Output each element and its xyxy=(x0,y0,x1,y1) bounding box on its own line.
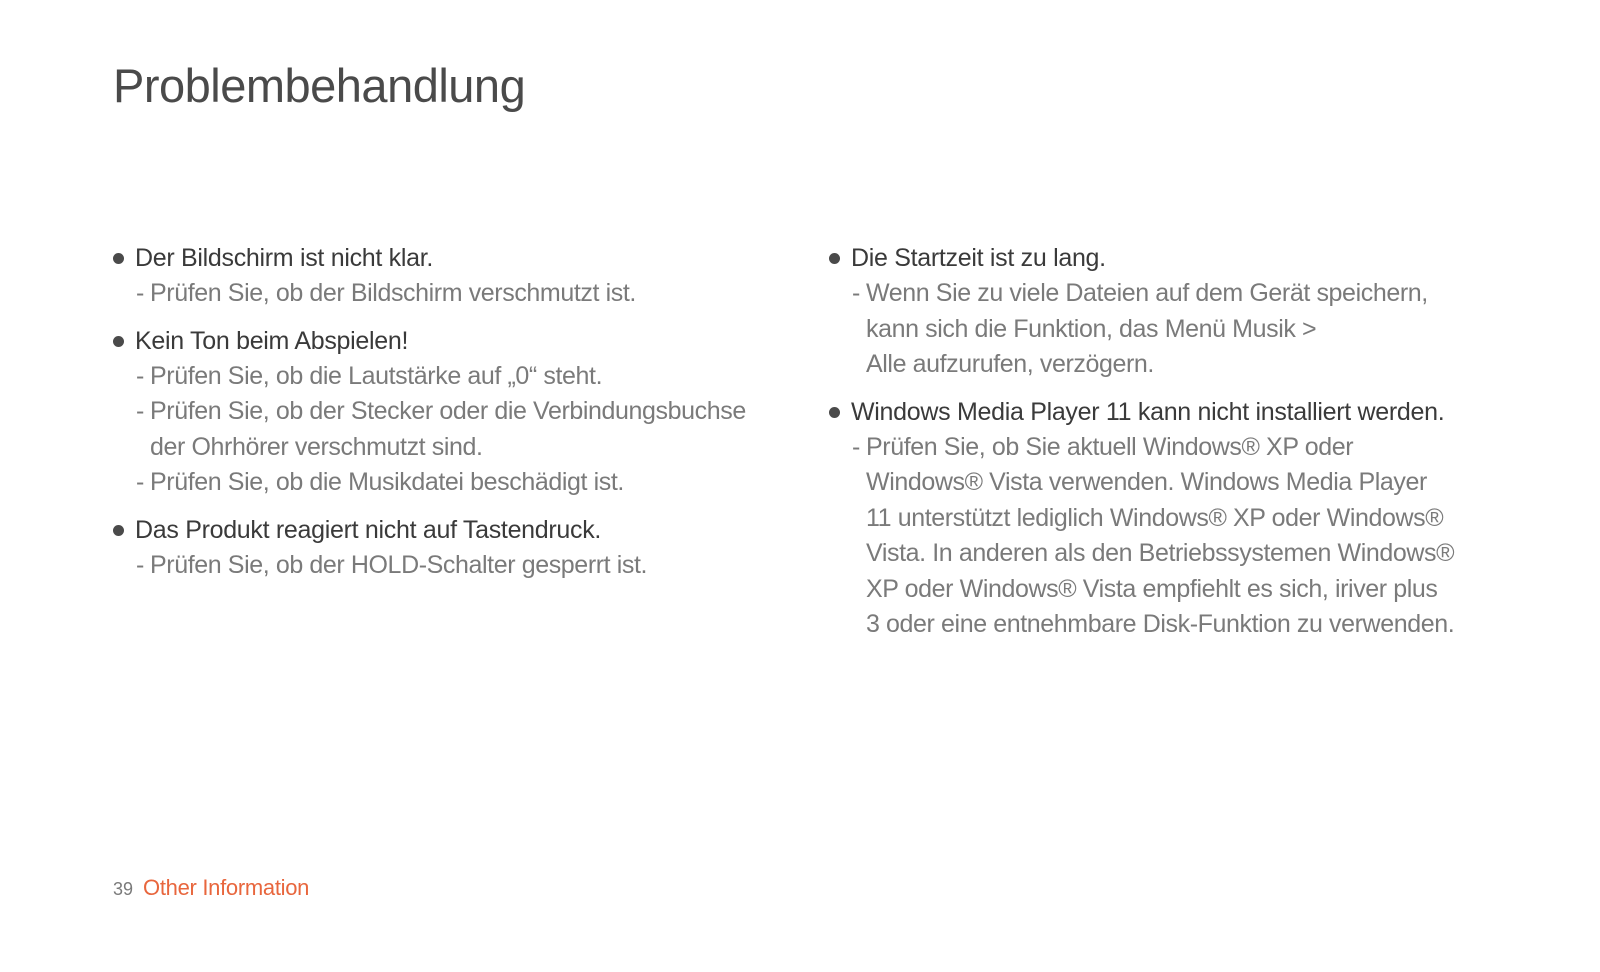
faq-question: Kein Ton beim Abspielen! xyxy=(112,323,792,359)
faq-item xyxy=(828,394,1528,643)
faq-question: Der Bildschirm ist nicht klar. xyxy=(112,240,792,276)
faq-item xyxy=(112,512,792,584)
faq-answer: - Prüfen Sie, ob die Musikdatei beschädigt ist. xyxy=(112,465,792,501)
page-title: Problembehandlung xyxy=(113,59,526,112)
faq-answer: - Prüfen Sie, ob Sie aktuell Windows® XP oder Windows® Vista verwenden. Windows Media Player 11 unterstützt lediglich Windows® XP oder Windows® Vista. In anderen als den Betriebssystemen Windows® XP oder Windows® Vista empfiehlt es sich, iriver plus 3 oder eine entnehmbare Disk-Funktion zu verwenden. xyxy=(828,430,1528,643)
section-label: Other Information xyxy=(143,875,310,900)
right-column xyxy=(828,240,1528,654)
faq-item xyxy=(112,323,792,501)
faq-answer: - Wenn Sie zu viele Dateien auf dem Gerät speichern, kann sich die Funktion, das Menü Musik > Alle aufzurufen, verzögern. xyxy=(828,276,1528,383)
faq-question: Die Startzeit ist zu lang. xyxy=(828,240,1528,276)
left-column xyxy=(112,240,792,594)
faq-item xyxy=(112,240,792,312)
faq-question: Das Produkt reagiert nicht auf Tastendruck. xyxy=(112,512,792,548)
page-number: 39 xyxy=(113,879,134,899)
page-footer xyxy=(113,875,309,901)
faq-answer: - Prüfen Sie, ob der Stecker oder die Verbindungsbuchse der Ohrhörer verschmutzt sind. xyxy=(112,394,792,465)
faq-question: Windows Media Player 11 kann nicht installiert werden. xyxy=(828,394,1528,430)
faq-item xyxy=(828,240,1528,383)
faq-answer: - Prüfen Sie, ob der Bildschirm verschmutzt ist. xyxy=(112,276,792,312)
faq-answer: - Prüfen Sie, ob der HOLD-Schalter gesperrt ist. xyxy=(112,548,792,584)
faq-answer: - Prüfen Sie, ob die Lautstärke auf „0“ steht. xyxy=(112,359,792,395)
